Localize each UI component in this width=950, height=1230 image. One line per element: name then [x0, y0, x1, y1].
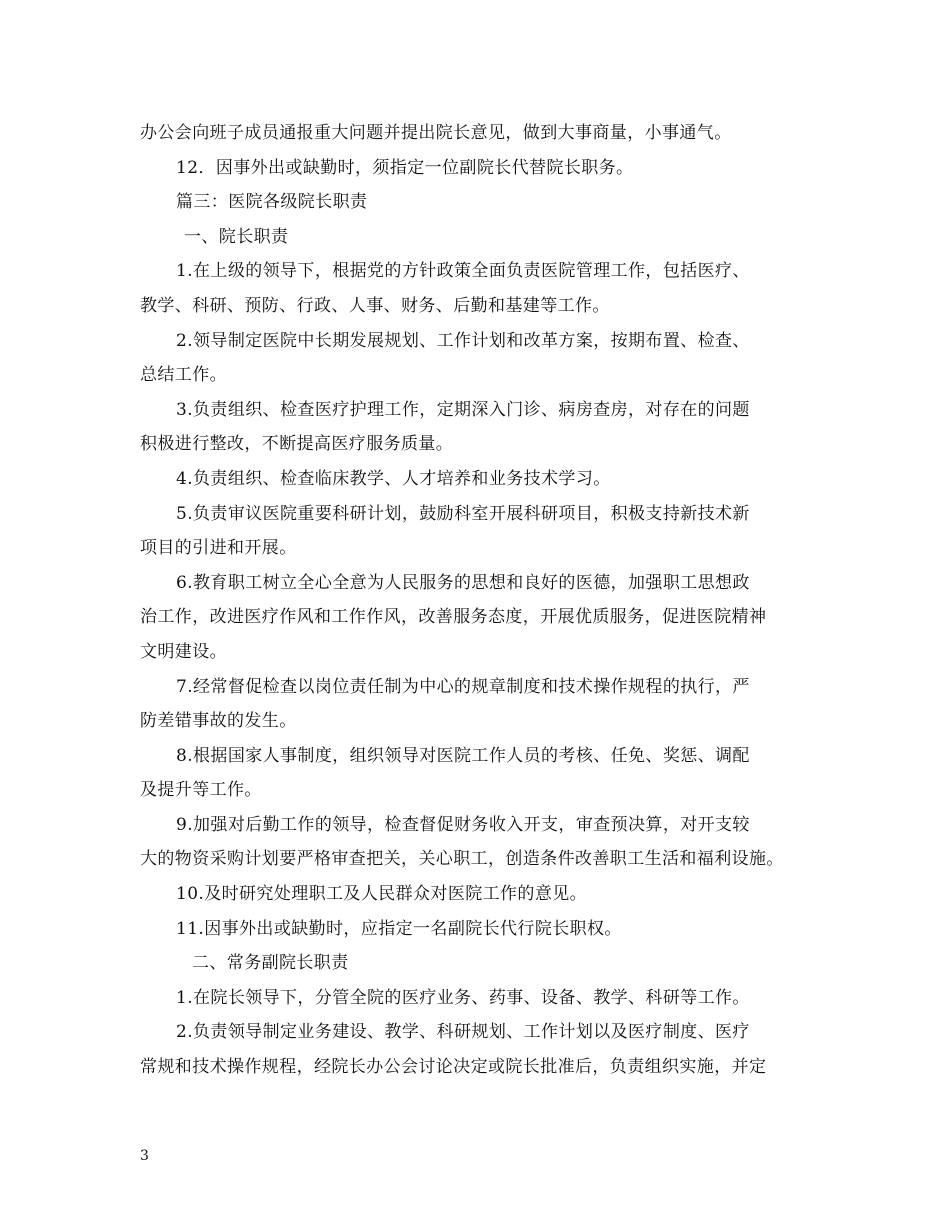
text-line: 总结工作。 [140, 365, 227, 386]
text-line: 文明建设。 [140, 641, 227, 662]
document-body [140, 116, 822, 1085]
text-line: 积极进行整改，不断提高医疗服务质量。 [140, 434, 454, 455]
text-line: 7.经常督促检查以岗位责任制为中心的规章制度和技术操作规程的执行，严 [176, 676, 750, 697]
text-line: 6.教育职工树立全心全意为人民服务的思想和良好的医德，加强职工思想政 [176, 572, 750, 593]
subsection-heading: 二、常务副院长职责 [192, 953, 349, 974]
text-line: 教学、科研、预防、行政、人事、财务、后勤和基建等工作。 [140, 295, 610, 316]
text-line: 1.在院长领导下，分管全院的医疗业务、药事、设备、教学、科研等工作。 [176, 987, 750, 1008]
text-line: 及提升等工作。 [140, 780, 262, 801]
page-number: 3 [140, 1148, 149, 1164]
text-line: 10.及时研究处理职工及人民群众对医院工作的意见。 [176, 884, 588, 905]
text-line: 治工作，改进医疗作风和工作作风，改善服务态度，开展优质服务，促进医院精神 [140, 607, 767, 628]
section-heading: 篇三：医院各级院长职责 [176, 192, 368, 213]
text-line: 2.负责领导制定业务建设、教学、科研规划、工作计划以及医疗制度、医疗 [176, 1022, 750, 1043]
text-line: 12．因事外出或缺勤时，须指定一位副院长代替院长职务。 [176, 157, 634, 178]
text-line: 8.根据国家人事制度，组织领导对医院工作人员的考核、任免、奖惩、调配 [176, 745, 750, 766]
subsection-heading: 一、院长职责 [184, 226, 289, 247]
text-line: 9.加强对后勤工作的领导，检查督促财务收入开支，审查预决算，对开支较 [176, 814, 750, 835]
text-line: 1.在上级的领导下，根据党的方针政策全面负责医院管理工作，包括医疗、 [176, 261, 750, 282]
text-line: 项目的引进和开展。 [140, 538, 297, 559]
text-line: 大的物资采购计划要严格审查把关，关心职工，创造条件改善职工生活和福利设施。 [140, 849, 784, 870]
text-line: 常规和技术操作规程，经院长办公会讨论决定或院长批准后，负责组织实施，并定 [140, 1057, 767, 1078]
text-line: 办公会向班子成员通报重大问题并提出院长意见，做到大事商量，小事通气。 [140, 123, 732, 143]
text-line: 5.负责审议医院重要科研计划，鼓励科室开展科研项目，积极支持新技术新 [176, 503, 750, 524]
text-line: 11.因事外出或缺勤时，应指定一名副院长代行院长职权。 [176, 918, 622, 939]
text-line: 3.负责组织、检查医疗护理工作，定期深入门诊、病房查房，对存在的问题 [176, 399, 750, 420]
text-line: 2.领导制定医院中长期发展规划、工作计划和改革方案，按期布置、检查、 [176, 330, 750, 351]
text-line: 4.负责组织、检查临床教学、人才培养和业务技术学习。 [176, 468, 611, 489]
text-line: 防差错事故的发生。 [140, 711, 297, 732]
